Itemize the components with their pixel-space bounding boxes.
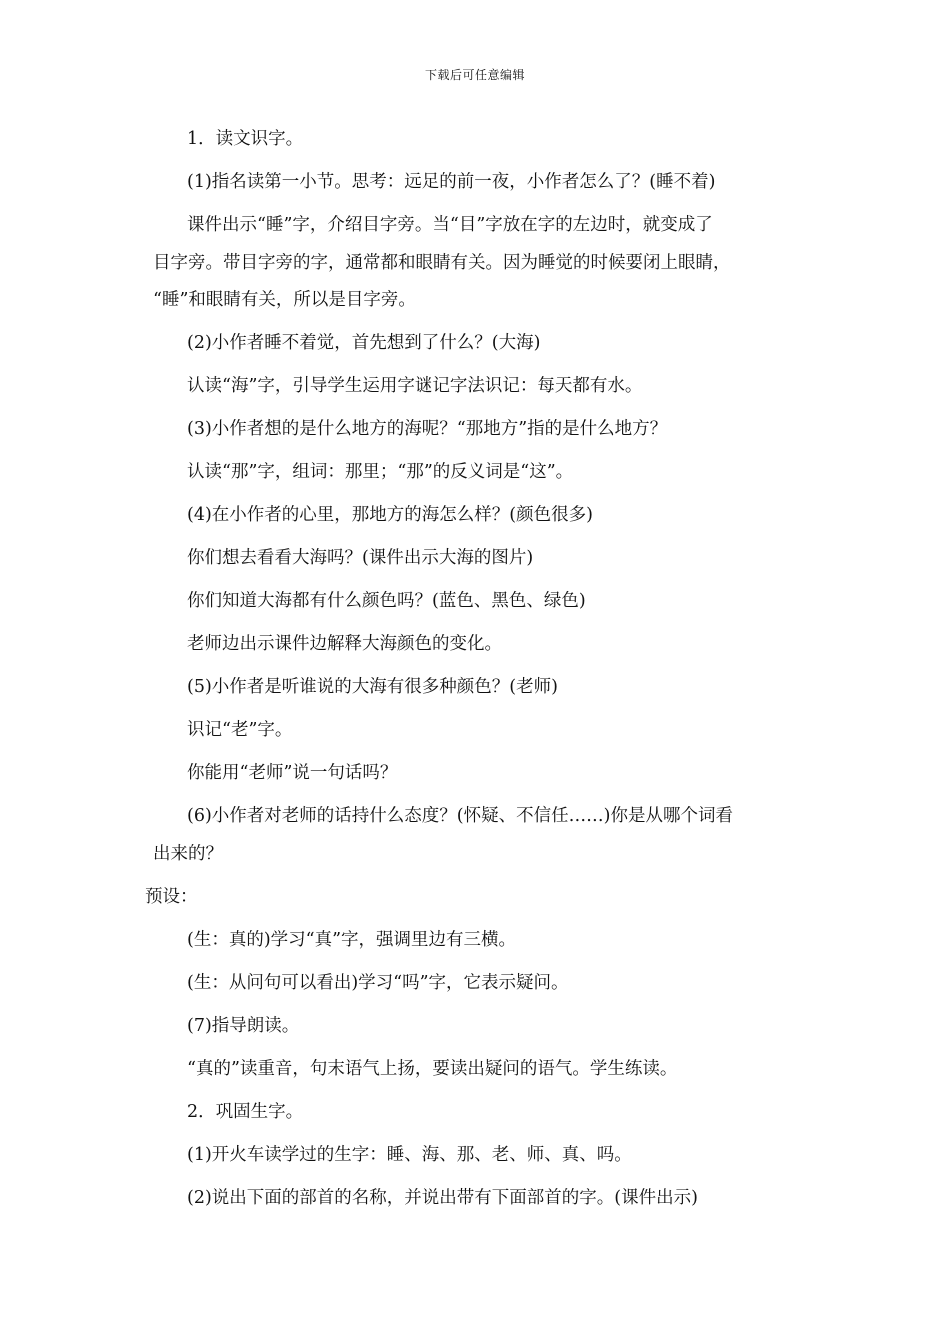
paragraph-line: (2)说出下面的部首的名称，并说出带有下面部首的字。(课件出示) bbox=[187, 1188, 698, 1208]
paragraph-line: 识记“老”字。 bbox=[187, 720, 293, 740]
paragraph-line: 1．读文识字。 bbox=[187, 129, 304, 149]
paragraph-line: 出来的？ bbox=[153, 844, 223, 864]
paragraph-line: 2．巩固生字。 bbox=[187, 1102, 304, 1122]
paragraph-line: (生：从问句可以看出)学习“吗”字，它表示疑问。 bbox=[187, 973, 569, 993]
paragraph-line: (4)在小作者的心里，那地方的海怎么样？(颜色很多) bbox=[187, 505, 593, 525]
paragraph-line: (生：真的)学习“真”字，强调里边有三横。 bbox=[187, 930, 517, 950]
paragraph-line: 目字旁。带目字旁的字，通常都和眼睛有关。因为睡觉的时候要闭上眼睛， bbox=[153, 253, 731, 273]
paragraph-line: 你们知道大海都有什么颜色吗？(蓝色、黑色、绿色) bbox=[187, 591, 586, 611]
paragraph-line: (7)指导朗读。 bbox=[187, 1016, 300, 1036]
page-header: 下载后可任意编辑 bbox=[424, 68, 525, 82]
paragraph-line: 老师边出示课件边解释大海颜色的变化。 bbox=[187, 634, 502, 654]
paragraph-line: “睡”和眼睛有关，所以是目字旁。 bbox=[153, 290, 416, 310]
paragraph-line: (3)小作者想的是什么地方的海呢？“那地方”指的是什么地方？ bbox=[187, 419, 668, 439]
paragraph-line: 你们想去看看大海吗？(课件出示大海的图片) bbox=[187, 548, 534, 568]
paragraph-line: 认读“那”字，组词：那里；“那”的反义词是“这”。 bbox=[187, 462, 574, 482]
paragraph-line: (6)小作者对老师的话持什么态度？(怀疑、不信任……)你是从哪个词看 bbox=[187, 806, 733, 826]
paragraph-line: 认读“海”字，引导学生运用字谜记字法识记：每天都有水。 bbox=[187, 376, 643, 396]
paragraph-line: (5)小作者是听谁说的大海有很多种颜色？(老师) bbox=[187, 677, 558, 697]
paragraph-line: (2)小作者睡不着觉，首先想到了什么？(大海) bbox=[187, 333, 541, 353]
paragraph-line: “真的”读重音，句末语气上扬，要读出疑问的语气。学生练读。 bbox=[187, 1059, 678, 1079]
paragraph-line: (1)指名读第一小节。思考：远足的前一夜，小作者怎么了？(睡不着) bbox=[187, 172, 716, 192]
paragraph-line: 你能用“老师”说一句话吗？ bbox=[187, 763, 398, 783]
paragraph-line: 课件出示“睡”字，介绍目字旁。当“目”字放在字的左边时，就变成了 bbox=[187, 215, 713, 235]
paragraph-line: 预设： bbox=[145, 887, 198, 907]
paragraph-line: (1)开火车读学过的生字：睡、海、那、老、师、真、吗。 bbox=[187, 1145, 632, 1165]
